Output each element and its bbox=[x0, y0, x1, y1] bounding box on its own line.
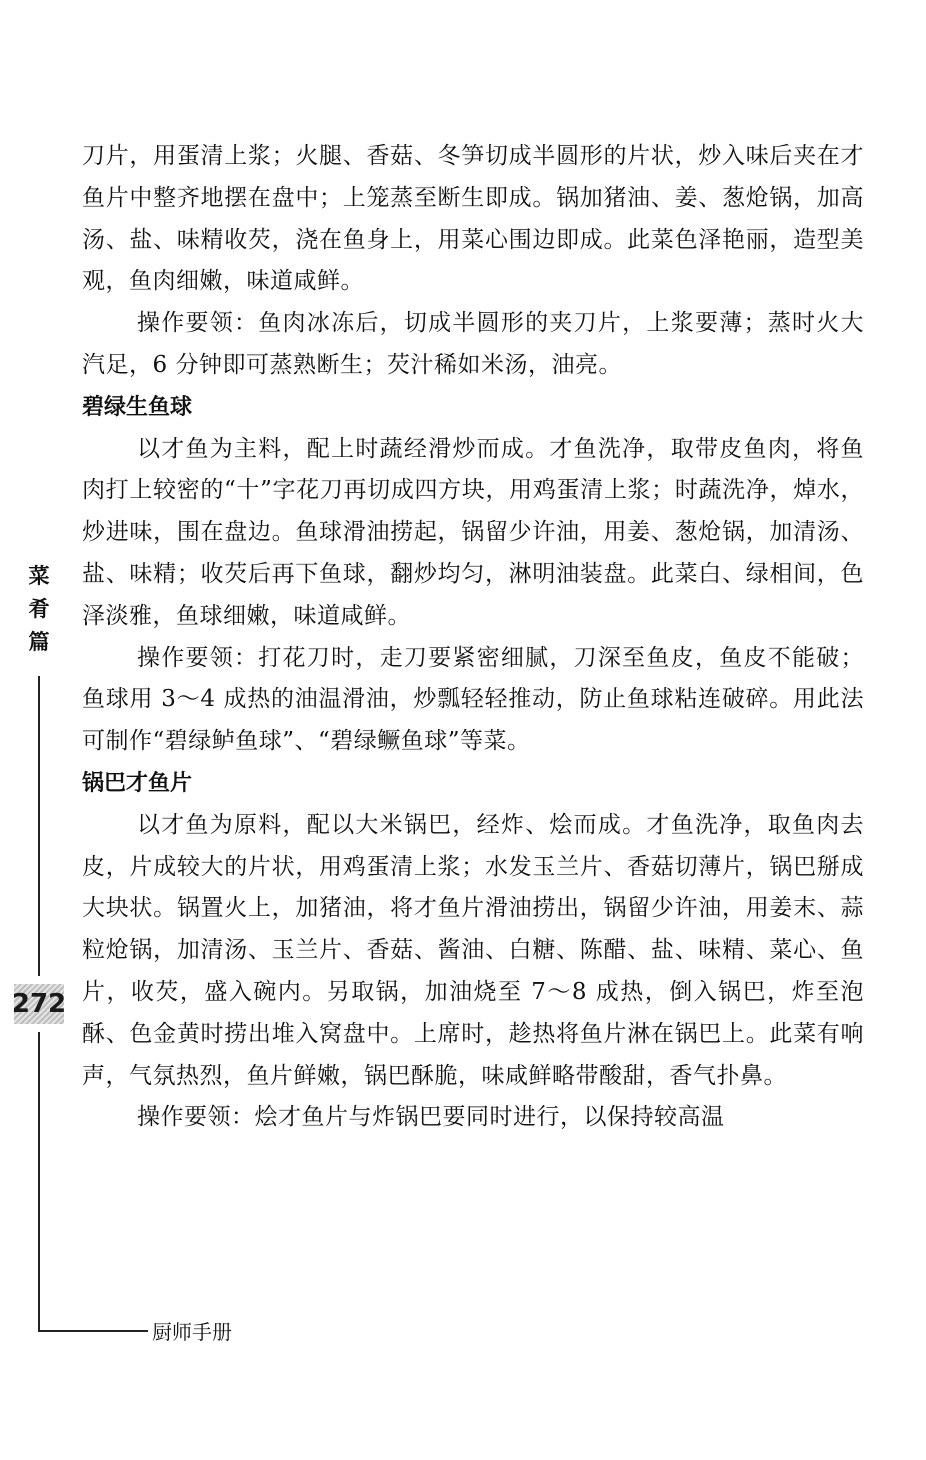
side-label-char: 肴 bbox=[28, 597, 50, 621]
footer-title: 厨师手册 bbox=[152, 1320, 232, 1344]
body-paragraph: 操作要领：烩才鱼片与炸锅巴要同时进行，以保持较高温 bbox=[137, 1104, 725, 1131]
page-body bbox=[82, 136, 864, 1139]
body-paragraph: 刀片，用蛋清上浆；火腿、香菇、冬笋切成半圆形的片状，炒入味后夹在才鱼片中整齐地摆在盘中；上笼蒸至断生即成。锅加猪油、姜、葱炝锅，加高汤、盐、味精收芡，浇在鱼身上，用菜心围边即成。此菜色泽艳丽，造型美观，鱼肉细嫩，味道咸鲜。 bbox=[82, 143, 864, 295]
recipe-heading: 锅巴才鱼片 bbox=[82, 770, 193, 796]
body-paragraph: 操作要领：鱼肉冰冻后，切成半圆形的夹刀片，上浆要薄；蒸时火大汽足，6 分钟即可蒸熟断生；芡汁稀如米汤，油亮。 bbox=[82, 310, 864, 378]
page-number: 272 bbox=[11, 989, 67, 1019]
body-paragraph: 以才鱼为原料，配以大米锅巴，经炸、烩而成。才鱼洗净，取鱼肉去皮，片成较大的片状，用鸡蛋清上浆；水发玉兰片、香菇切薄片，锅巴掰成大块状。锅置火上，加猪油，将才鱼片滑油捞出，锅留少许油，用姜末、蒜粒炝锅，加清汤、玉兰片、香菇、酱油、白糖、陈醋、盐、味精、菜心、鱼片，收芡，盛入碗内。另取锅，加油烧至 7～8 成热，倒入锅巴，炸至泡酥、色金黄时捞出堆入窝盘中。上席时，趁热将鱼片淋在锅巴上。此菜有响声，气氛热烈，鱼片鲜嫩，锅巴酥脆，味咸鲜略带酸甜，香气扑鼻。 bbox=[82, 811, 864, 1089]
section-side-label bbox=[24, 560, 54, 659]
side-rule-lower bbox=[38, 1032, 40, 1332]
footer-rule bbox=[38, 1330, 148, 1332]
side-label-char: 篇 bbox=[28, 630, 50, 654]
side-rule bbox=[38, 676, 40, 976]
page-number-badge bbox=[11, 984, 67, 1024]
body-paragraph: 以才鱼为主料，配上时蔬经滑炒而成。才鱼洗净，取带皮鱼肉，将鱼肉打上较密的“十”字花刀再切成四方块，用鸡蛋清上浆；时蔬洗净，焯水，炒进味，围在盘边。鱼球滑油捞起，锅留少许油，用姜、葱炝锅，加清汤、盐、味精；收芡后再下鱼球，翻炒均匀，淋明油装盘。此菜白、绿相间，色泽淡雅，鱼球细嫩，味道咸鲜。 bbox=[82, 435, 864, 629]
side-label-char: 菜 bbox=[28, 564, 50, 588]
body-paragraph: 操作要领：打花刀时，走刀要紧密细腻，刀深至鱼皮，鱼皮不能破；鱼球用 3～4 成热的油温滑油，炒瓢轻轻推动，防止鱼球粘连破碎。用此法可制作“碧绿鲈鱼球”、“碧绿鳜鱼球”等菜。 bbox=[82, 644, 864, 755]
recipe-heading: 碧绿生鱼球 bbox=[82, 394, 193, 420]
